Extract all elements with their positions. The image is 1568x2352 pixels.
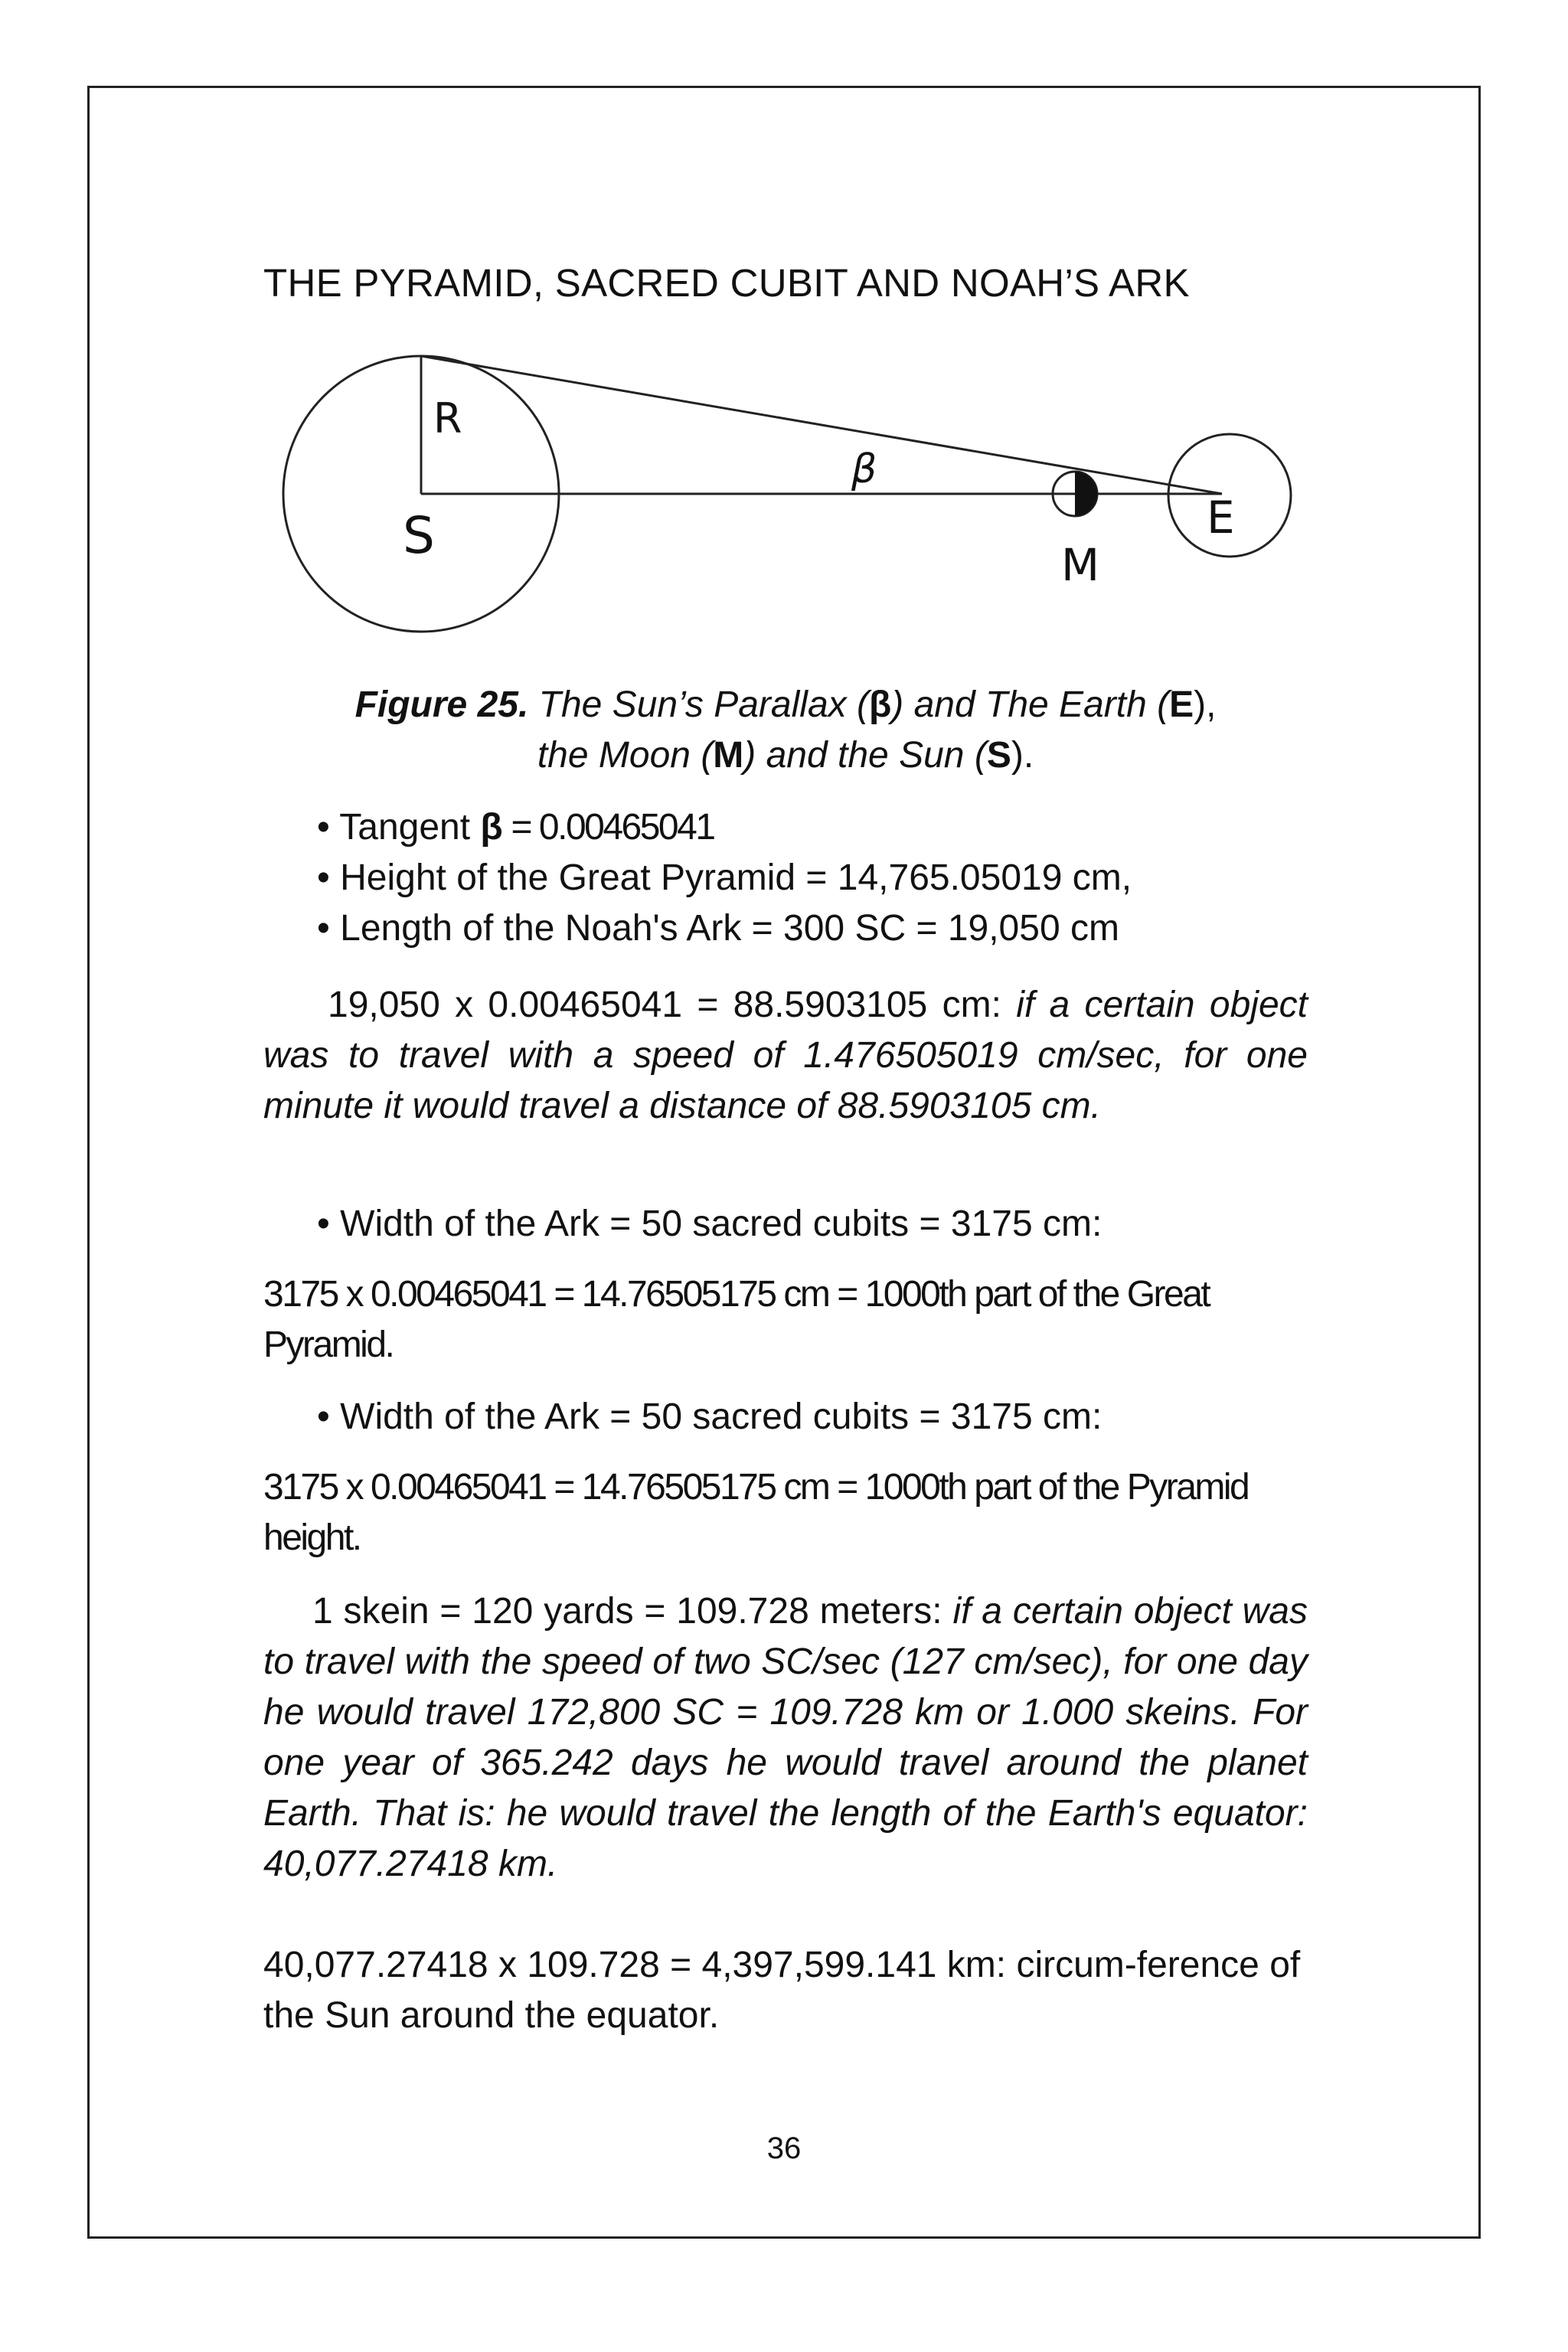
- moon-dark-half: [1075, 472, 1097, 516]
- bullet-tangent: • Tangent β = 0.00465041: [317, 807, 714, 848]
- paragraph-sun-circumference: 40,077.27418 x 109.728 = 4,397,599.141 km: circum-ference of the Sun around the equator.: [263, 1945, 1301, 2036]
- bullet-ark-width-1: • Width of the Ark = 50 sacred cubits = 3175 cm:: [317, 1204, 1102, 1244]
- calc-width-2: 3175 x 0.00465041 = 14.76505175 cm = 1000th part of the Pyramid height.: [263, 1467, 1249, 1558]
- bullet-ark-length: • Length of the Noah's Ark = 300 SC = 19,050 cm: [317, 908, 1119, 949]
- paragraph-speed: 19,050 x 0.00465041 = 88.5903105 cm: if a certain object was to travel with a speed of 1.476505019 cm/sec, for one minute it would travel a distance of 88.5903105 cm.: [263, 985, 1308, 1126]
- paragraph-skein: 1 skein = 120 yards = 109.728 meters: if a certain object was to travel with the speed of two SC/sec (127 cm/sec), for one day he would travel 172,800 SC = 109.728 km or 1.000 skeins. For one year of 365.242 days he would travel around the planet Earth. That is: he would travel the length of the Earth's equator: 40,077.27418 km.: [263, 1591, 1308, 1884]
- bullet-list: [317, 802, 1132, 954]
- label-r: R: [433, 394, 462, 443]
- bullet-pyramid-height: • Height of the Great Pyramid = 14,765.05019 cm,: [317, 858, 1132, 898]
- label-e: E: [1207, 492, 1235, 544]
- parallax-diagram: [263, 337, 1308, 689]
- label-beta: β: [851, 446, 877, 492]
- page-number: 36: [766, 2132, 802, 2165]
- bullet-ark-width-2: • Width of the Ark = 50 sacred cubits = 3175 cm:: [317, 1396, 1102, 1437]
- label-m: M: [1061, 539, 1100, 591]
- label-s: S: [403, 506, 435, 565]
- figure-caption: Figure 25. The Sun’s Parallax (β) and The Earth (E), the Moon (M) and the Sun (S).: [354, 684, 1217, 776]
- caption-prefix: Figure 25.: [354, 684, 529, 725]
- running-header: THE PYRAMID, SACRED CUBIT AND NOAH’S ARK: [263, 261, 1190, 305]
- calc-width-1: 3175 x 0.00465041 = 14.76505175 cm = 1000th part of the Great Pyramid.: [263, 1274, 1210, 1365]
